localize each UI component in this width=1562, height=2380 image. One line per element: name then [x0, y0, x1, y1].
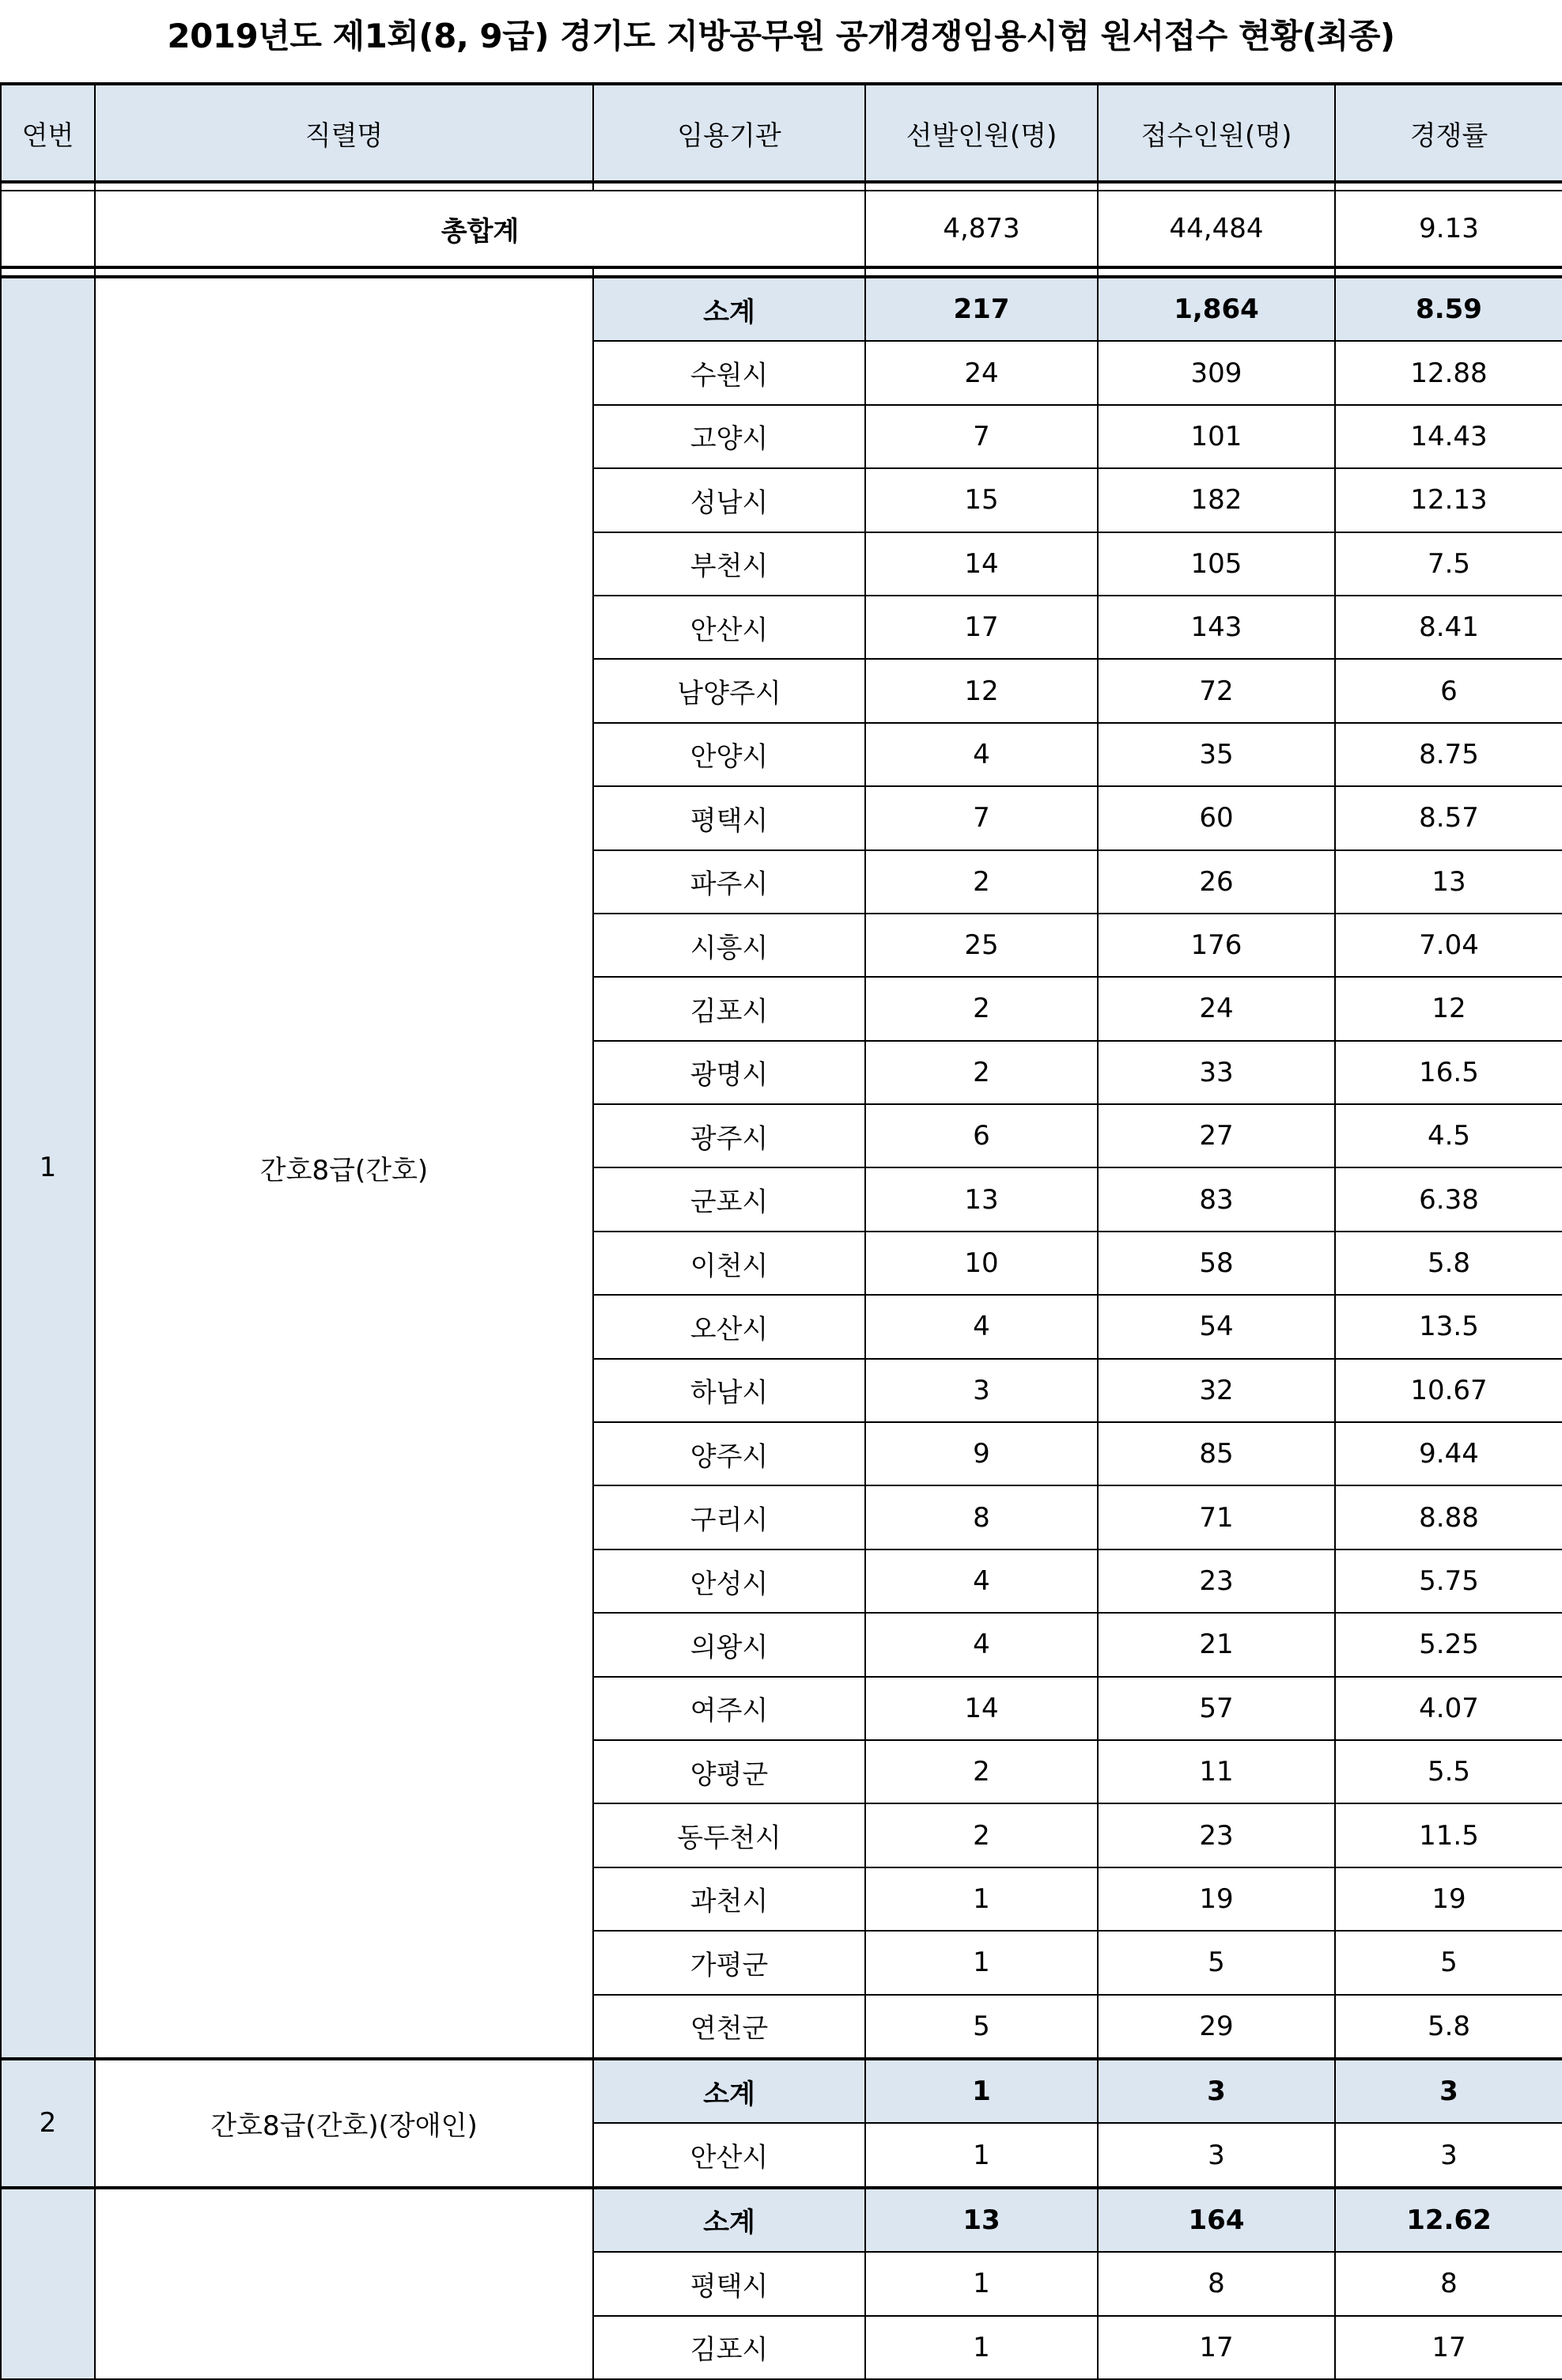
agency-cell: 안산시 [593, 2123, 865, 2187]
subtotal-label: 소계 [593, 2059, 865, 2123]
ratio-cell: 6 [1335, 659, 1562, 722]
selected-cell: 25 [865, 914, 1098, 977]
applicants-cell: 176 [1098, 914, 1335, 977]
grand-total-seq [1, 191, 95, 267]
applicants-cell: 23 [1098, 1803, 1335, 1867]
agency-cell: 이천시 [593, 1232, 865, 1295]
subtotal-ratio: 12.62 [1335, 2188, 1562, 2252]
ratio-cell: 3 [1335, 2123, 1562, 2187]
applicants-cell: 29 [1098, 1995, 1335, 2059]
subtotal-ratio: 3 [1335, 2059, 1562, 2123]
selected-cell: 2 [865, 977, 1098, 1040]
selected-cell: 2 [865, 1803, 1098, 1867]
ratio-cell: 13 [1335, 850, 1562, 914]
selected-cell: 2 [865, 850, 1098, 914]
group-job-title: 간호8급(간호) [95, 277, 593, 2059]
applicants-cell: 58 [1098, 1232, 1335, 1295]
selected-cell: 8 [865, 1485, 1098, 1549]
grand-total-applicants: 44,484 [1098, 191, 1335, 267]
selected-cell: 1 [865, 2123, 1098, 2187]
selected-cell: 3 [865, 1359, 1098, 1422]
agency-cell: 과천시 [593, 1867, 865, 1931]
subtotal-ratio: 8.59 [1335, 277, 1562, 341]
applicants-cell: 83 [1098, 1167, 1335, 1231]
agency-cell: 부천시 [593, 532, 865, 596]
ratio-cell: 5.8 [1335, 1232, 1562, 1295]
agency-cell: 가평군 [593, 1931, 865, 1994]
applicants-cell: 57 [1098, 1677, 1335, 1740]
ratio-cell: 8.75 [1335, 723, 1562, 786]
selected-cell: 14 [865, 1677, 1098, 1740]
ratio-cell: 6.38 [1335, 1167, 1562, 1231]
agency-cell: 하남시 [593, 1359, 865, 1422]
agency-cell: 안성시 [593, 1549, 865, 1613]
col-header-seq: 연번 [1, 84, 95, 182]
selected-cell: 24 [865, 341, 1098, 404]
grand-total-selected: 4,873 [865, 191, 1098, 267]
agency-cell: 남양주시 [593, 659, 865, 722]
agency-cell: 양평군 [593, 1740, 865, 1803]
applicants-cell: 23 [1098, 1549, 1335, 1613]
ratio-cell: 7.5 [1335, 532, 1562, 596]
ratio-cell: 8.88 [1335, 1485, 1562, 1549]
selected-cell: 1 [865, 2252, 1098, 2315]
ratio-cell: 5.8 [1335, 1995, 1562, 2059]
applicants-cell: 11 [1098, 1740, 1335, 1803]
selected-cell: 9 [865, 1422, 1098, 1485]
ratio-cell: 8.41 [1335, 596, 1562, 659]
subtotal-row [1, 2188, 1562, 2252]
applicants-cell: 35 [1098, 723, 1335, 786]
ratio-cell: 8.57 [1335, 786, 1562, 849]
selected-cell: 7 [865, 405, 1098, 468]
ratio-cell: 12 [1335, 977, 1562, 1040]
applicants-cell: 105 [1098, 532, 1335, 596]
agency-cell: 안산시 [593, 596, 865, 659]
ratio-cell: 5.25 [1335, 1613, 1562, 1676]
total-gap [1, 267, 1562, 277]
agency-cell: 구리시 [593, 1485, 865, 1549]
agency-cell: 광주시 [593, 1104, 865, 1167]
ratio-cell: 5.75 [1335, 1549, 1562, 1613]
subtotal-applicants: 164 [1098, 2188, 1335, 2252]
subtotal-selected: 13 [865, 2188, 1098, 2252]
applicants-cell: 32 [1098, 1359, 1335, 1422]
selected-cell: 6 [865, 1104, 1098, 1167]
table-body [1, 182, 1562, 2379]
ratio-cell: 7.04 [1335, 914, 1562, 977]
agency-cell: 동두천시 [593, 1803, 865, 1867]
selected-cell: 4 [865, 723, 1098, 786]
applicants-cell: 27 [1098, 1104, 1335, 1167]
selected-cell: 2 [865, 1740, 1098, 1803]
agency-cell: 고양시 [593, 405, 865, 468]
grand-total-label: 총합계 [95, 191, 865, 267]
ratio-cell: 12.13 [1335, 468, 1562, 532]
subtotal-row [1, 2059, 1562, 2123]
applicants-cell: 143 [1098, 596, 1335, 659]
group-seq: 2 [1, 2059, 95, 2188]
col-header-agency: 임용기관 [593, 84, 865, 182]
group-seq: 1 [1, 277, 95, 2059]
col-header-selected: 선발인원(명) [865, 84, 1098, 182]
ratio-cell: 8 [1335, 2252, 1562, 2315]
agency-cell: 광명시 [593, 1041, 865, 1104]
applicants-cell: 3 [1098, 2123, 1335, 2187]
selected-cell: 1 [865, 2316, 1098, 2379]
agency-cell: 군포시 [593, 1167, 865, 1231]
agency-cell: 시흥시 [593, 914, 865, 977]
agency-cell: 연천군 [593, 1995, 865, 2059]
col-header-job: 직렬명 [95, 84, 593, 182]
agency-cell: 수원시 [593, 341, 865, 404]
col-header-ratio: 경쟁률 [1335, 84, 1562, 182]
applicants-cell: 85 [1098, 1422, 1335, 1485]
selected-cell: 10 [865, 1232, 1098, 1295]
agency-cell: 평택시 [593, 2252, 865, 2315]
ratio-cell: 17 [1335, 2316, 1562, 2379]
col-header-applicants: 접수인원(명) [1098, 84, 1335, 182]
applicants-cell: 19 [1098, 1867, 1335, 1931]
ratio-cell: 5 [1335, 1931, 1562, 1994]
agency-cell: 양주시 [593, 1422, 865, 1485]
subtotal-selected: 217 [865, 277, 1098, 341]
ratio-cell: 19 [1335, 1867, 1562, 1931]
selected-cell: 1 [865, 1867, 1098, 1931]
selected-cell: 7 [865, 786, 1098, 849]
applicants-cell: 21 [1098, 1613, 1335, 1676]
subtotal-row [1, 277, 1562, 341]
applicants-cell: 24 [1098, 977, 1335, 1040]
header-gap [1, 182, 1562, 191]
ratio-cell: 11.5 [1335, 1803, 1562, 1867]
applicants-cell: 17 [1098, 2316, 1335, 2379]
applicants-cell: 72 [1098, 659, 1335, 722]
subtotal-applicants: 1,864 [1098, 277, 1335, 341]
applicants-cell: 26 [1098, 850, 1335, 914]
selected-cell: 13 [865, 1167, 1098, 1231]
applicants-cell: 8 [1098, 2252, 1335, 2315]
subtotal-applicants: 3 [1098, 2059, 1335, 2123]
subtotal-label: 소계 [593, 2188, 865, 2252]
selected-cell: 12 [865, 659, 1098, 722]
agency-cell: 오산시 [593, 1295, 865, 1358]
group-seq [1, 2188, 95, 2379]
ratio-cell: 4.07 [1335, 1677, 1562, 1740]
applicants-cell: 309 [1098, 341, 1335, 404]
agency-cell: 평택시 [593, 786, 865, 849]
selected-cell: 4 [865, 1549, 1098, 1613]
agency-cell: 김포시 [593, 2316, 865, 2379]
selected-cell: 15 [865, 468, 1098, 532]
table-header-row [1, 84, 1562, 182]
selected-cell: 1 [865, 1931, 1098, 1994]
ratio-cell: 14.43 [1335, 405, 1562, 468]
grand-total-row [1, 191, 1562, 267]
applicants-cell: 71 [1098, 1485, 1335, 1549]
applicants-cell: 33 [1098, 1041, 1335, 1104]
applicants-cell: 54 [1098, 1295, 1335, 1358]
recruitment-table [0, 82, 1562, 2380]
agency-cell: 파주시 [593, 850, 865, 914]
applicants-cell: 182 [1098, 468, 1335, 532]
page-title: 2019년도 제1회(8, 9급) 경기도 지방공무원 공개경쟁임용시험 원서접수 현황(최종) [167, 17, 1395, 55]
agency-cell: 여주시 [593, 1677, 865, 1740]
ratio-cell: 12.88 [1335, 341, 1562, 404]
ratio-cell: 10.67 [1335, 1359, 1562, 1422]
subtotal-label: 소계 [593, 277, 865, 341]
applicants-cell: 60 [1098, 786, 1335, 849]
selected-cell: 4 [865, 1295, 1098, 1358]
agency-cell: 김포시 [593, 977, 865, 1040]
agency-cell: 안양시 [593, 723, 865, 786]
selected-cell: 5 [865, 1995, 1098, 2059]
ratio-cell: 4.5 [1335, 1104, 1562, 1167]
agency-cell: 성남시 [593, 468, 865, 532]
selected-cell: 17 [865, 596, 1098, 659]
ratio-cell: 16.5 [1335, 1041, 1562, 1104]
grand-total-ratio: 9.13 [1335, 191, 1562, 267]
applicants-cell: 101 [1098, 405, 1335, 468]
agency-cell: 의왕시 [593, 1613, 865, 1676]
applicants-cell: 5 [1098, 1931, 1335, 1994]
selected-cell: 4 [865, 1613, 1098, 1676]
selected-cell: 14 [865, 532, 1098, 596]
ratio-cell: 5.5 [1335, 1740, 1562, 1803]
subtotal-selected: 1 [865, 2059, 1098, 2123]
ratio-cell: 9.44 [1335, 1422, 1562, 1485]
selected-cell: 2 [865, 1041, 1098, 1104]
group-job-title: 간호8급(간호)(장애인) [95, 2059, 593, 2188]
ratio-cell: 13.5 [1335, 1295, 1562, 1358]
group-job-title [95, 2188, 593, 2379]
